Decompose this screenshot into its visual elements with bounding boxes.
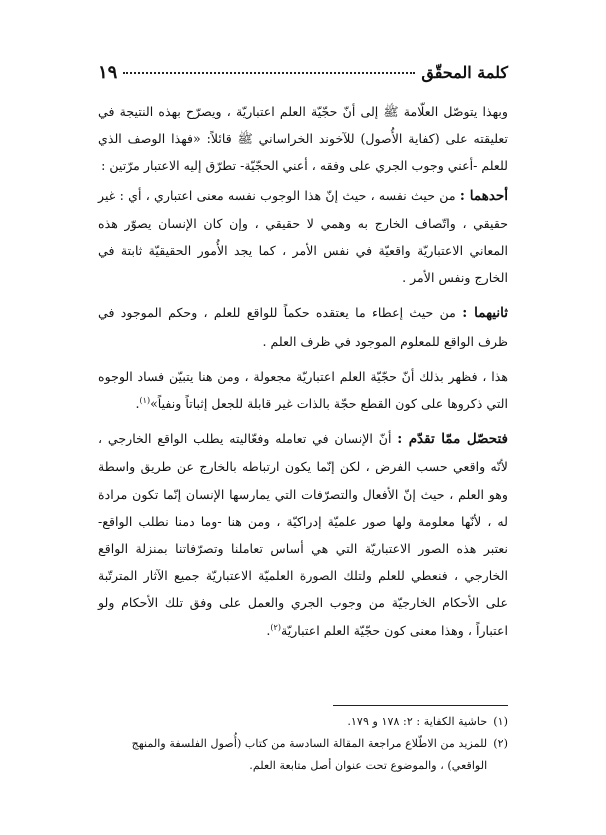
- footnote-1-number: (١): [493, 715, 508, 728]
- footnote-2: [98, 733, 508, 777]
- paragraph-2-text: من حيث نفسه ، حيث إنّ هذا الوجوب نفسه معنى اعتباري ، أي : غير حقيقي ، واتّصاف الخارج به وهمي لا حقيقي ، وإن كان الإنسان يصوّر هذه المعاني الاعتباريّة واقعيّة في نفس الأمر ، كما يجد الأُمور الحقيقيّة ثابتة في الخارج ونفس الأمر .: [98, 187, 508, 286]
- paragraph-4-end: .: [135, 396, 140, 412]
- paragraph-4-text: هذا ، فظهر بذلك أنّ حجّيّة العلم اعتباريّة مجعولة ، ومن هنا يتبيّن فساد الوجوه التي ذكروها على كون القطع حجّة بالذات غير قابلة للجعل إثباتاً ونفياً»: [98, 368, 508, 412]
- paragraph-3: [98, 299, 508, 354]
- header-title: كلمة المحقّق: [421, 63, 508, 82]
- footnote-ref-2[interactable]: (٢): [270, 622, 281, 632]
- paragraph-3-lead: ثانيهما :: [462, 305, 508, 322]
- paragraph-5-end: .: [266, 622, 271, 638]
- footnote-1: [98, 711, 508, 733]
- paragraph-5-lead: فتحصّل ممّا تقدّم :: [397, 431, 508, 448]
- footnote-2-number: (٢): [493, 737, 508, 750]
- paragraph-4: [98, 363, 508, 417]
- page-number: ١٩: [98, 62, 118, 83]
- paragraph-1-text: وبهذا يتوصّل العلّامة ﷺ إلى أنّ حجّيّة العلم اعتباريّة ، ويصرّح بهذه النتيجة في تعليقته على (كفاية الأُصول) للآخوند الخراساني ﷺ قائلاً: «فهذا الوصف الذي للعلم -أعني وجوب الجري على وفقه ، أعني الحجّيّة- تطرّق إليه الاعتبار مرّتين :: [98, 104, 508, 174]
- main-text: [98, 98, 508, 646]
- paragraph-2-lead: أحدهما :: [459, 187, 508, 204]
- footnote-divider: [333, 705, 508, 706]
- paragraph-2: [98, 182, 508, 292]
- paragraph-1: [98, 98, 508, 180]
- footnotes: [98, 711, 508, 777]
- paragraph-5-text: أنّ الإنسان في تعامله وفعّاليته يطلب الواقع الخارجي ، لأنّه واقعي حسب الفرض ، لكن إنّما يكون ارتباطه بالخارج عن طريق واسطة وهو العلم ، حيث إنّ الأفعال والتصرّفات التي يمارسها الإنسان إنّما تكون مرادة له ، لأنّها معلومة ولها صور علميّة إدراكيّة ، ومن هنا -وما دمنا نطلب الواقع- نعتبر هذه الصور الاعتباريّة التي هي أساس تعاملنا وتصرّفاتنا بمنزلة الواقع الخارجي ، فنعطي للعلم ولتلك الصورة العلميّة الاعتباريّة جميع الآثار المترتّبة على الأحكام الخارجيّة من وجوب الجري والعمل على وفق تلك الأحكام ولو اعتباراً ، وهذا معنى كون حجّيّة العلم اعتباريّة: [98, 431, 508, 638]
- running-header: [98, 62, 508, 92]
- footnote-2-text: للمزيد من الاطّلاع مراجعة المقالة السادسة من كتاب (أُصول الفلسفة والمنهج الواقعي) ، والموضوع تحت عنوان أصل متابعة العلم.: [131, 737, 488, 772]
- paragraph-3-text: من حيث إعطاء ما يعتقده حكماً للواقع للعلم ، وحكم الموجود في ظرف الواقع للمعلوم الموجود في ظرف العلم .: [98, 305, 508, 349]
- footnote-1-text: حاشية الكفاية : ٢: ١٧٨ و ١٧٩.: [347, 715, 488, 728]
- header-dot-leader: [123, 72, 415, 74]
- paragraph-5: [98, 425, 508, 644]
- footnote-ref-1[interactable]: (١): [139, 395, 151, 405]
